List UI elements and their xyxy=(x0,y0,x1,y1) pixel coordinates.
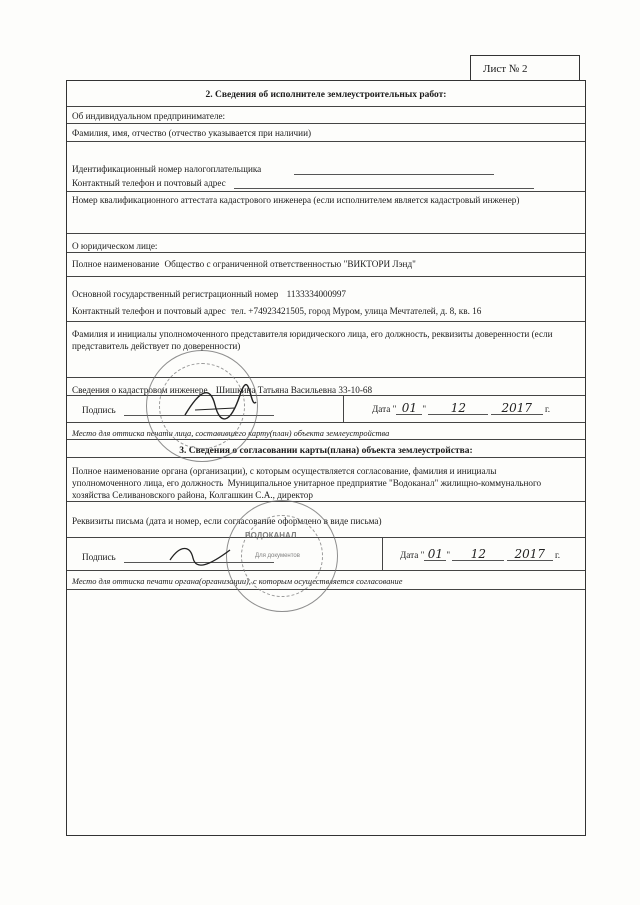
org-contact-field xyxy=(67,303,585,319)
certificate-label: Номер квалификационного аттестата кадастрового инженера (если исполнителем является кадастровый инженер) xyxy=(72,195,520,205)
stamp-note-2: Место для оттиска печати лица, составившего карту(план) объекта землеустройства xyxy=(72,429,390,438)
agency-value: Муниципальное унитарное предприятие "Водоканал" жилищно-коммунального хозяйства Селивановского района, Колгашкин С.А., директор xyxy=(72,478,542,500)
section3-title: 3. Сведения о согласовании карты(плана) объекта землеустройства: xyxy=(179,446,473,456)
contact-value-line xyxy=(234,188,534,189)
date-day-3: 01 xyxy=(424,548,446,561)
surveyor-value: Шишкина Татьяна Васильевна 33-10-68 xyxy=(215,385,373,395)
vodokanal-stamp-text: ВОДОКАНАЛ xyxy=(245,531,297,540)
surveyor-signature xyxy=(180,380,260,430)
signature-label-2: Подпись xyxy=(82,405,116,415)
agency-signature xyxy=(165,540,235,570)
certificate-field xyxy=(67,192,585,208)
org-contact-label: Контактный телефон и почтовый адрес xyxy=(72,306,226,316)
surveyor-label: Сведения о кадастровом инженере xyxy=(72,385,208,395)
org-contact-value: тел. +74923421505, город Муром, улица Мечтателей, д. 8, кв. 16 xyxy=(231,306,482,316)
date-suffix-2: г. xyxy=(545,404,551,414)
org-name-label: Полное наименование xyxy=(72,259,160,269)
date-year-2: 2017 xyxy=(491,402,543,415)
contact-field xyxy=(67,175,585,191)
date-row-2: Дата " 01 " 12 2017 г. xyxy=(372,401,551,415)
date-year-3: 2017 xyxy=(507,548,553,561)
rep-field xyxy=(67,326,585,354)
inn-label: Идентификационный номер налогоплательщика xyxy=(72,164,262,174)
full-name-field xyxy=(67,125,585,141)
form-frame xyxy=(66,80,586,836)
ogrn-label: Основной государственный регистрационный номер xyxy=(72,289,279,299)
full-name-label: Фамилия, имя, отчество (отчество указывается при наличии) xyxy=(72,128,312,138)
legal-heading: О юридическом лице: xyxy=(72,241,158,251)
agency-label: Полное наименование органа (организации), с которым осуществляется согласование, фамилия и инициалы уполномоченного лица, его должность xyxy=(72,466,497,488)
signature-label-3: Подпись xyxy=(82,552,116,562)
ogrn-value: 1133334000997 xyxy=(286,289,347,299)
letter-label: Реквизиты письма (дата и номер, если согласование оформлено в виде письма) xyxy=(72,516,382,526)
date-label-3: Дата xyxy=(400,550,419,560)
vodokanal-stamp-small: Для документов xyxy=(255,553,300,559)
vodokanal-stamp xyxy=(226,500,338,612)
rep-label: Фамилия и инициалы уполномоченного представителя юридического лица, его должность, реквизиты доверенности (если представитель действует по доверенности) xyxy=(72,329,553,351)
sheet-number: Лист № 2 xyxy=(470,55,580,81)
agency-field xyxy=(67,463,585,503)
date-month-2: 12 xyxy=(428,402,488,415)
org-name-field xyxy=(67,256,585,272)
individual-heading: Об индивидуальном предпринимателе: xyxy=(72,111,226,121)
ogrn-field xyxy=(67,286,585,302)
date-day-2: 01 xyxy=(396,402,422,415)
section2-title: 2. Сведения об исполнителе землеустроительных работ: xyxy=(205,90,447,100)
date-month-3: 12 xyxy=(452,548,504,561)
date-label-2: Дата xyxy=(372,404,391,414)
date-suffix-3: г. xyxy=(555,550,561,560)
contact-label: Контактный телефон и почтовый адрес xyxy=(72,178,226,188)
stamp-note-3: Место для оттиска печати органа(организации), с которым осуществляется согласование xyxy=(72,577,403,586)
date-row-3: Дата " 01 " 12 2017 г. xyxy=(400,547,561,561)
org-name-value: Общество с ограниченной ответственностью "ВИКТОРИ Лэнд" xyxy=(164,259,416,269)
